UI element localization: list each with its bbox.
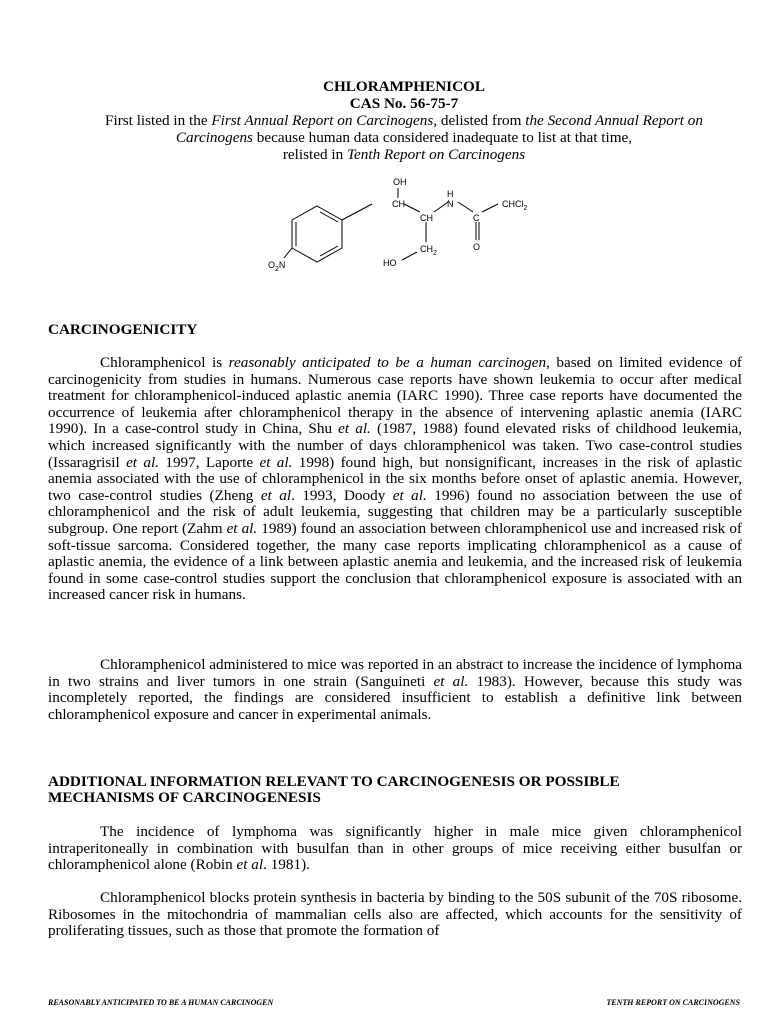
structure-bonds	[284, 188, 498, 260]
italic-text-segment: et al	[236, 856, 264, 874]
oh-label: OH	[393, 177, 407, 187]
listing-history-line-1	[22, 112, 768, 129]
text-segment: because human data considered inadequate to list at that time,	[252, 129, 633, 146]
additional-info-heading-line-1: ADDITIONAL INFORMATION RELEVANT TO CARCINOGENESIS OR POSSIBLE	[48, 773, 620, 790]
ch-label-1: CH	[392, 199, 405, 209]
text-segment: The incidence of lymphoma was significantly higher in male mice given chloramphenicol intraperitoneally in combination with busulfan than in other groups of mice receiving either busulfan or chloramphenicol alone (Robin	[48, 823, 742, 874]
text-segment: (1987, 1988) found elevated risks of childhood leukemia, which increased significantly with the number of days chloramphenicol was taken. Two case-control studies (Issaragrisil	[48, 420, 742, 471]
italic-text-segment: et al.	[259, 453, 293, 471]
listing-history-line-3	[22, 146, 768, 163]
text-segment: . 1993, Doody	[291, 486, 393, 504]
ho-label: HO	[383, 258, 397, 268]
italic-text-segment: et al.	[433, 672, 469, 690]
text-segment: Chloramphenicol administered to mice was reported in an abstract to increase the incidence of lymphoma in two strains and liver tumors in one strain (Sanguineti	[48, 656, 742, 690]
italic-text-segment: reasonably anticipated to be a human carcinogen	[228, 354, 547, 371]
footer-left: REASONABLY ANTICIPATED TO BE A HUMAN CARCINOGEN	[48, 998, 274, 1007]
benzene-ring	[292, 206, 342, 262]
chemical-structure-diagram	[262, 176, 552, 276]
text-segment: 1983). However, because this study was incompletely reported, the findings are considered insufficient to establish a definitive link between chloramphenicol exposure and cancer in experimental animals.	[48, 672, 743, 723]
ch-label-2: CH	[420, 213, 433, 223]
chemical-title: CHLORAMPHENICOL	[322, 78, 485, 95]
text-segment: relisted in	[282, 146, 347, 163]
italic-text-segment: Carcinogens	[175, 129, 253, 146]
carcinogenicity-heading: CARCINOGENICITY	[48, 321, 198, 338]
n-label: N	[447, 199, 454, 209]
mechanism-paragraph-2	[48, 890, 742, 940]
text-segment: 1989) found an association between chloramphenicol use and increased risk of soft-tissue sarcoma. Considered together, the many case reports implicating chloramphenicol as a cause of aplastic anemia, the evidence of a link between aplastic anemia and leukemia, and the increased risk of leukemia found in some case-control studies support the conclusion that chloramphenicol exposure is associated with an increased cancer risk in humans.	[48, 519, 742, 604]
h-label: H	[447, 189, 454, 199]
text-segment: , based on limited evidence of carcinogenicity from studies in humans. Numerous case reports have shown leukemia to occur after medical treatment for chloramphenicol-induced aplastic anemia (IARC 1990). Three case reports have documented the occurrence of leukemia after chloramphenicol therapy in the absence of intervening aplastic anemia (IARC 1990). In a case-control study in China, Shu	[48, 354, 742, 438]
ch2-label: $CH_2$	[420, 244, 437, 257]
c-label: C	[473, 213, 480, 223]
additional-info-heading	[48, 774, 738, 806]
o-label: O	[473, 242, 481, 252]
italic-text-segment: First Annual Report on Carcinogens	[211, 112, 434, 129]
text-segment: 1996) found no association between the use of chloramphenicol and the risk of adult leukemia, suggesting that children may be a particularly susceptible subgroup. One report (Zahm	[48, 486, 742, 537]
footer-right: TENTH REPORT ON CARCINOGENS	[606, 998, 740, 1007]
italic-text-segment: et al.	[392, 486, 427, 504]
italic-text-segment: et al.	[226, 519, 258, 537]
italic-text-segment: et al.	[126, 453, 159, 471]
document-header	[22, 78, 768, 163]
text-segment: First listed in the	[105, 112, 212, 129]
italic-text-segment: Tenth Report on Carcinogens	[346, 146, 526, 163]
cas-number: CAS No. 56-75-7	[349, 95, 459, 112]
listing-history-line-2	[22, 129, 768, 146]
carcinogenicity-paragraph-1	[48, 355, 742, 604]
nitro-label: $O_2N$	[268, 260, 286, 273]
italic-text-segment: the Second Annual Report on	[525, 112, 703, 129]
text-segment: 1997, Laporte	[159, 453, 260, 471]
text-segment: , delisted from	[433, 112, 526, 129]
italic-text-segment: et al	[260, 486, 292, 504]
text-segment: . 1981).	[263, 856, 310, 874]
additional-info-heading-line-2: MECHANISMS OF CARCINOGENESIS	[48, 789, 321, 806]
italic-text-segment: et al.	[338, 420, 371, 438]
text-segment: Chloramphenicol is	[100, 354, 229, 371]
carcinogenicity-paragraph-2	[48, 657, 742, 723]
mechanism-paragraph-1	[48, 824, 742, 874]
text-segment: 1998) found high, but nonsignificant, increases in the risk of aplastic anemia associated with the use of chloramphenicol in the six months before onset of aplastic anemia. However, two case-control studies (Zheng	[48, 453, 742, 504]
text-segment: Chloramphenicol blocks protein synthesis in bacteria by binding to the 50S subunit of the 70S ribosome. Ribosomes in the mitochondria of mammalian cells also are affected, which accounts for the sensitivity of proliferating tissues, such as those that promote the formation of	[48, 889, 742, 940]
chcl2-label: CHCl$_2$	[502, 199, 528, 212]
